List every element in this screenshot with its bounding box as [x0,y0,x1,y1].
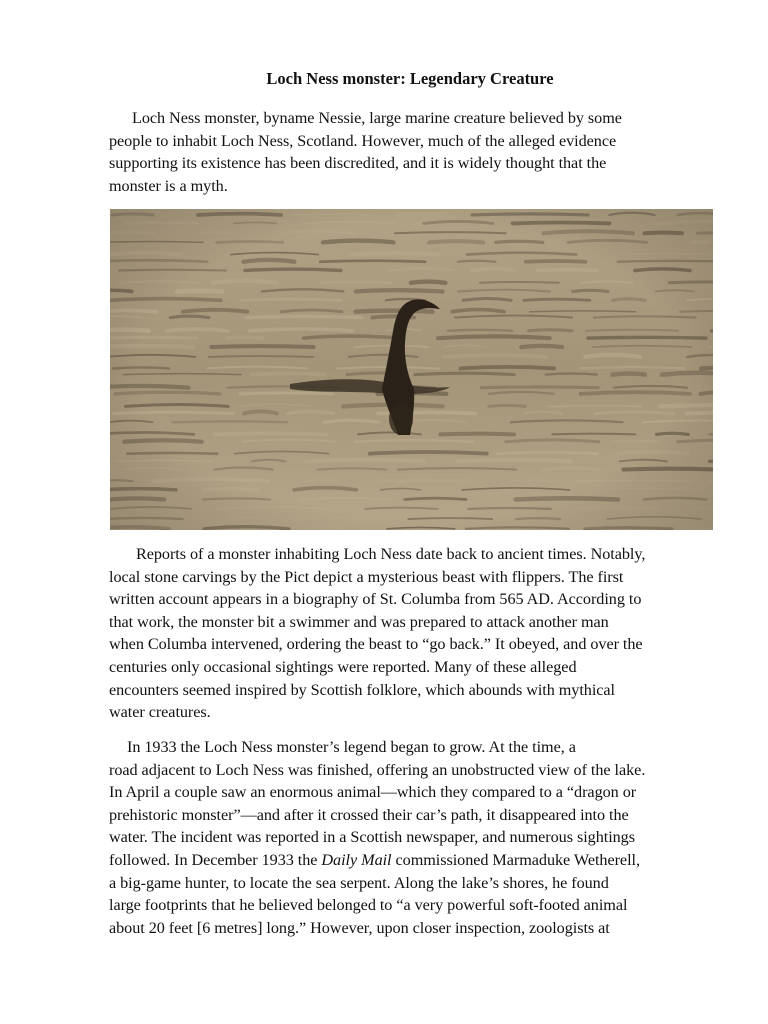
text-line: local stone carvings by the Pict depict a mysterious beast with flippers. The first [109,567,624,586]
text-line: when Columba intervened, ordering the beast to “go back.” It obeyed, and over the [109,635,643,654]
text-line: prehistoric monster”—and after it crossed their car’s path, it disappeared into the [109,805,629,824]
text-line: about 20 feet [6 metres] long.” However, upon closer inspection, zoologists at [109,918,610,937]
text-line: road adjacent to Loch Ness was finished, offering an unobstructed view of the lake. [109,760,646,779]
paragraph-1933 [109,736,721,939]
text-line: water. The incident was reported in a Scottish newspaper, and numerous sightings [109,828,635,847]
document-title: Loch Ness monster: Legendary Creature [266,69,554,88]
text-line: people to inhabit Loch Ness, Scotland. However, much of the alleged evidence [109,131,617,150]
text-line [109,849,721,872]
text-line: centuries only occasional sightings were reported. Many of these alleged [109,657,577,676]
text-line: In April a couple saw an enormous animal—which they compared to a “dragon or [109,783,637,802]
photo-drawing [110,209,713,530]
text-line: large footprints that he believed belonged to “a very powerful soft-footed animal [109,896,628,915]
text-segment: commissioned Marmaduke Wetherell, [391,850,640,869]
text-segment: followed. In December 1933 the [109,850,322,869]
loch-ness-monster-photo [110,209,713,530]
newspaper-name: Daily Mail [321,850,392,869]
paragraph-intro [109,107,721,197]
text-line: that work, the monster bit a swimmer and was prepared to attack another man [109,612,609,631]
photo-vignette [110,209,713,530]
paragraph-history [109,543,721,724]
text-line: a big-game hunter, to locate the sea serpent. Along the lake’s shores, he found [109,873,609,892]
text-line: monster is a myth. [109,176,228,195]
text-line: encounters seemed inspired by Scottish folklore, which abounds with mythical [109,680,616,699]
text-line: supporting its existence has been discredited, and it is widely thought that the [109,154,607,173]
text-line: written account appears in a biography of St. Columba from 565 AD. According to [109,590,642,609]
text-line: water creatures. [109,703,211,722]
text-line: In 1933 the Loch Ness monster’s legend began to grow. At the time, a [127,738,576,756]
text-line: Reports of a monster inhabiting Loch Ness date back to ancient times. Notably, [136,545,646,563]
text-line: Loch Ness monster, byname Nessie, large marine creature believed by some [132,109,622,127]
